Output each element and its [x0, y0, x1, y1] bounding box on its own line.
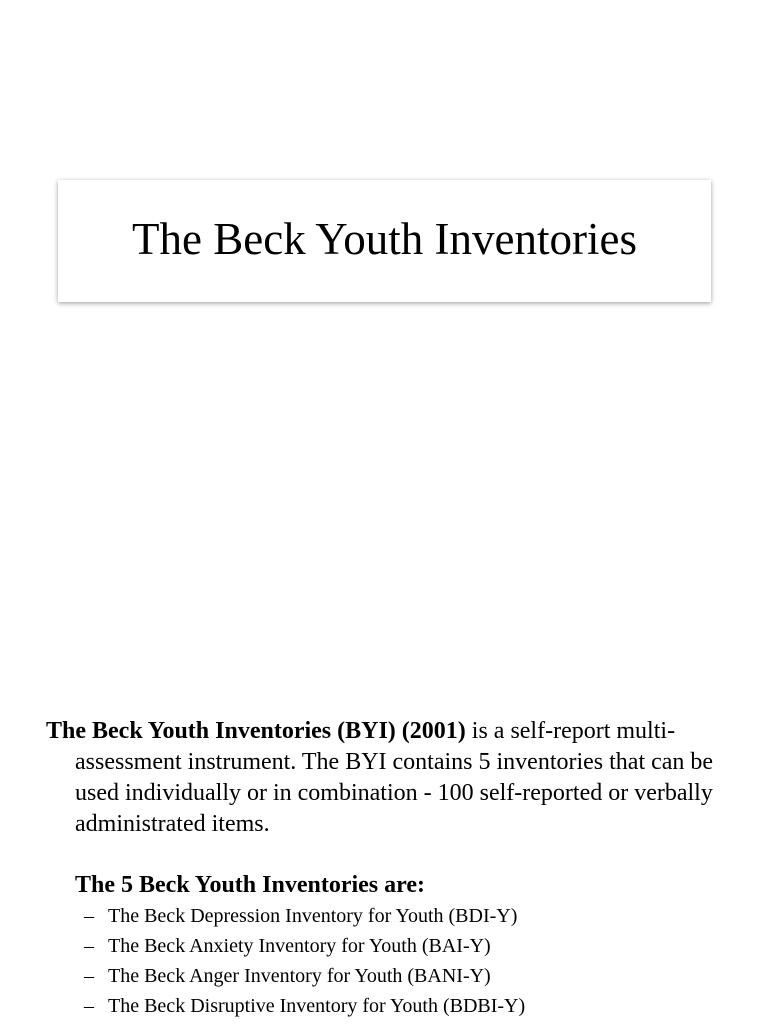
- intro-rest: is a self-report multi-assessment instrument. The BYI contains 5 inventories that can be used individually or in combination - 100 self-reported or verbally administrated items.: [75, 718, 714, 837]
- content-body: [46, 716, 736, 1021]
- dash-bullet: –: [84, 935, 94, 957]
- dash-bullet: –: [84, 905, 94, 927]
- list-item: [84, 961, 736, 991]
- list-item: [84, 931, 736, 961]
- list-item-text: The Beck Anxiety Inventory for Youth (BAI-Y): [108, 935, 491, 957]
- list-item: [84, 991, 736, 1021]
- intro-paragraph: [46, 716, 736, 840]
- dash-bullet: –: [84, 995, 94, 1017]
- list-item-text: The Beck Depression Inventory for Youth (BDI-Y): [108, 905, 518, 927]
- dash-bullet: –: [84, 965, 94, 987]
- list-item: [84, 901, 736, 931]
- title-card: [58, 180, 711, 302]
- list-item-text: The Beck Anger Inventory for Youth (BANI-Y): [108, 965, 491, 987]
- intro-bold-lead: The Beck Youth Inventories (BYI) (2001): [46, 718, 466, 744]
- list-heading: The 5 Beck Youth Inventories are:: [75, 872, 425, 898]
- slide-title: The Beck Youth Inventories: [132, 213, 637, 264]
- inventory-list: [46, 901, 736, 1021]
- list-item-text: The Beck Disruptive Inventory for Youth (BDBI-Y): [108, 995, 526, 1017]
